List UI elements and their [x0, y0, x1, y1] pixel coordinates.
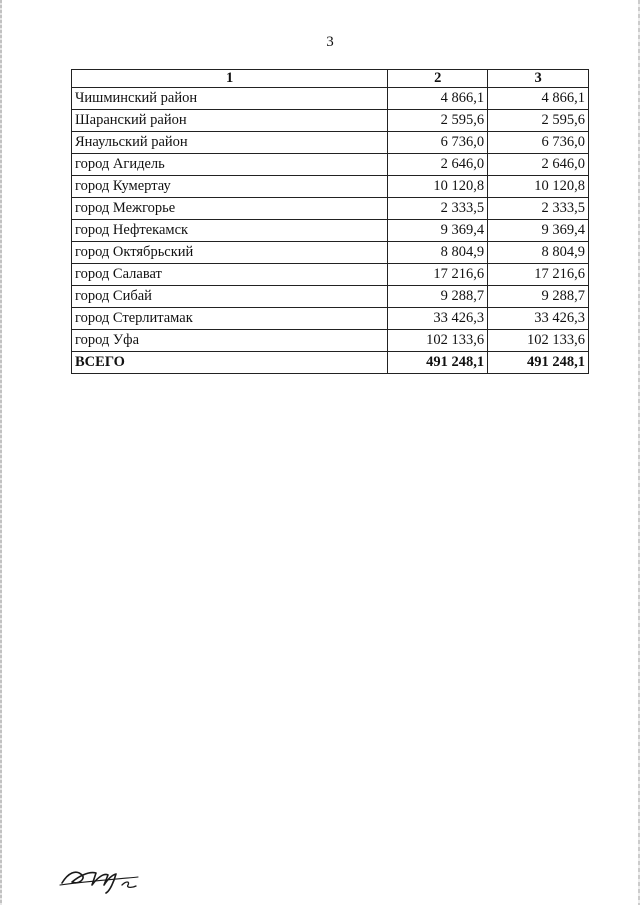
handwritten-signature-icon: [58, 855, 148, 895]
column-header-2: 2: [388, 70, 488, 88]
row-value-col2: 2 646,0: [388, 154, 488, 176]
total-row: [72, 352, 589, 374]
row-name: город Стерлитамак: [72, 308, 388, 330]
data-table: [71, 69, 589, 374]
row-value-col3: 2 595,6: [488, 110, 589, 132]
row-name: город Сибай: [72, 286, 388, 308]
table-row: [72, 264, 589, 286]
total-value-col2: 491 248,1: [388, 352, 488, 374]
table-row: [72, 132, 589, 154]
scan-edge-left: [0, 0, 2, 905]
row-value-col2: 9 288,7: [388, 286, 488, 308]
table-header-row: [72, 70, 589, 88]
row-name: город Уфа: [72, 330, 388, 352]
row-name: Чишминский район: [72, 88, 388, 110]
row-value-col2: 33 426,3: [388, 308, 488, 330]
total-label: ВСЕГО: [72, 352, 388, 374]
row-value-col2: 9 369,4: [388, 220, 488, 242]
row-value-col3: 2 646,0: [488, 154, 589, 176]
row-value-col2: 8 804,9: [388, 242, 488, 264]
row-value-col2: 2 595,6: [388, 110, 488, 132]
table-row: [72, 176, 589, 198]
row-value-col2: 2 333,5: [388, 198, 488, 220]
row-value-col3: 9 288,7: [488, 286, 589, 308]
row-value-col2: 102 133,6: [388, 330, 488, 352]
row-name: город Кумертау: [72, 176, 388, 198]
page-number: 3: [326, 34, 334, 50]
row-value-col2: 6 736,0: [388, 132, 488, 154]
total-value-col3: 491 248,1: [488, 352, 589, 374]
row-value-col3: 2 333,5: [488, 198, 589, 220]
row-name: город Нефтекамск: [72, 220, 388, 242]
row-value-col3: 8 804,9: [488, 242, 589, 264]
row-value-col2: 10 120,8: [388, 176, 488, 198]
table-row: [72, 242, 589, 264]
row-value-col3: 6 736,0: [488, 132, 589, 154]
row-value-col2: 4 866,1: [388, 88, 488, 110]
row-name: Янаульский район: [72, 132, 388, 154]
row-name: город Агидель: [72, 154, 388, 176]
column-header-1: 1: [72, 70, 388, 88]
row-value-col3: 33 426,3: [488, 308, 589, 330]
row-name: Шаранский район: [72, 110, 388, 132]
row-value-col3: 102 133,6: [488, 330, 589, 352]
table-row: [72, 154, 589, 176]
table-row: [72, 88, 589, 110]
row-name: город Октябрьский: [72, 242, 388, 264]
row-name: город Межгорье: [72, 198, 388, 220]
row-value-col3: 4 866,1: [488, 88, 589, 110]
table-row: [72, 308, 589, 330]
table-row: [72, 220, 589, 242]
column-header-3: 3: [488, 70, 589, 88]
row-value-col3: 10 120,8: [488, 176, 589, 198]
row-value-col2: 17 216,6: [388, 264, 488, 286]
table-row: [72, 330, 589, 352]
row-name: город Салават: [72, 264, 388, 286]
table-row: [72, 198, 589, 220]
table-row: [72, 286, 589, 308]
table-row: [72, 110, 589, 132]
row-value-col3: 9 369,4: [488, 220, 589, 242]
row-value-col3: 17 216,6: [488, 264, 589, 286]
